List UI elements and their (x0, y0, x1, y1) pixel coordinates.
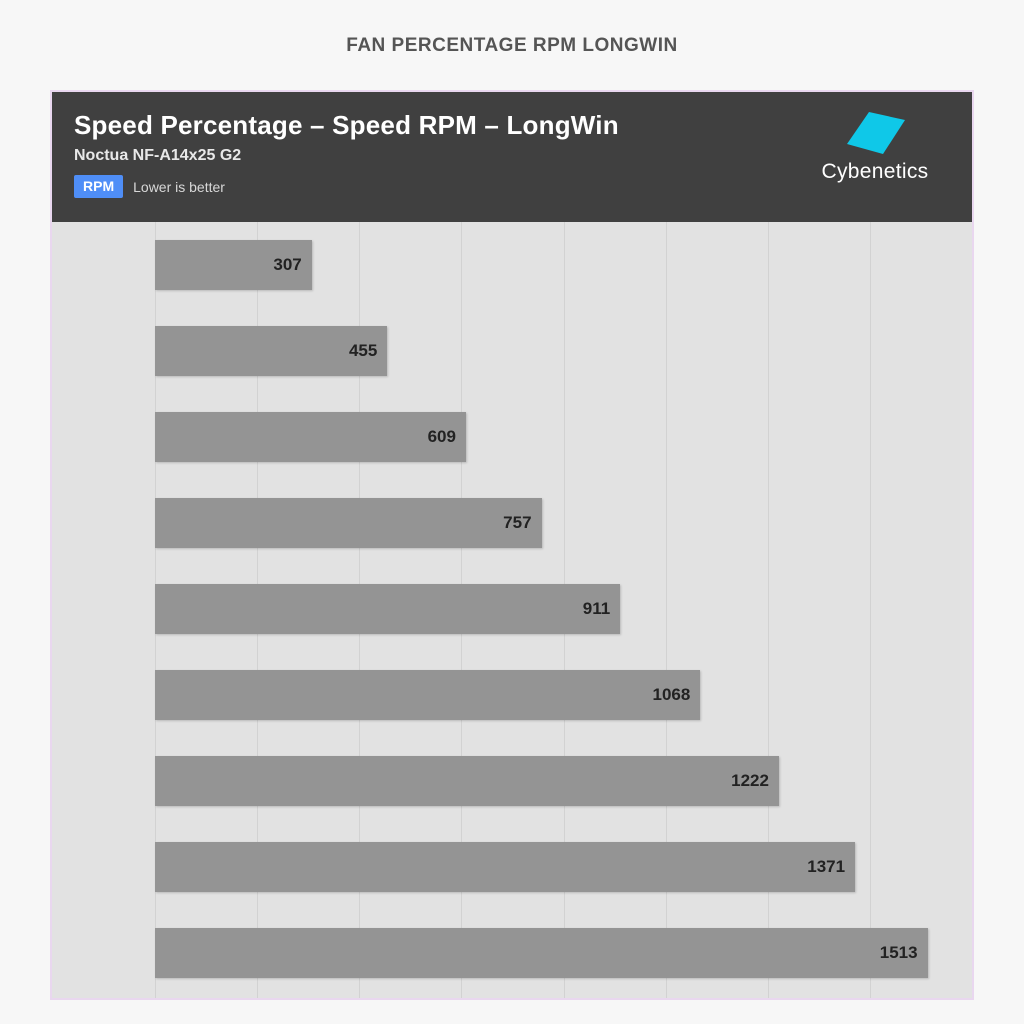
chart-header (52, 92, 972, 222)
bar-value-label: 911 (582, 599, 611, 618)
bar (155, 670, 700, 720)
bar (155, 756, 779, 806)
brand-logo (800, 110, 950, 184)
bar (155, 240, 312, 290)
bar-series (52, 222, 972, 998)
legend-badge-rpm: RPM (74, 175, 123, 198)
bar-row (52, 842, 972, 892)
bar-row (52, 412, 972, 462)
legend-note: Lower is better (133, 178, 225, 195)
chart-title: Speed Percentage – Speed RPM – LongWin (74, 110, 619, 140)
bar-value-label: 1513 (879, 943, 918, 962)
bar-value-label: 609 (427, 427, 456, 446)
bar-value-label: 1371 (807, 857, 846, 876)
bar-value-label: 757 (503, 513, 532, 532)
bar-row (52, 670, 972, 720)
bar-row (52, 928, 972, 978)
bar-value-label: 1222 (731, 771, 769, 790)
brand-name: Cybenetics (821, 160, 929, 183)
bar-row (52, 498, 972, 548)
chart-plot-area (52, 222, 972, 998)
chart-subtitle: Noctua NF-A14x25 G2 (74, 147, 242, 164)
bar (155, 412, 466, 462)
bar-value-label: 307 (273, 255, 302, 274)
page-title: FAN PERCENTAGE RPM LONGWIN (346, 35, 678, 56)
bar (155, 326, 387, 376)
bar (155, 584, 620, 634)
chart-card (50, 90, 974, 1000)
bar-row (52, 584, 972, 634)
bar-row (52, 240, 972, 290)
bar (155, 498, 542, 548)
bar (155, 842, 855, 892)
bar (155, 928, 928, 978)
bar-value-label: 1068 (652, 685, 691, 704)
cybenetics-diamond-icon (843, 110, 907, 158)
bar-row (52, 326, 972, 376)
bar-value-label: 455 (348, 341, 378, 360)
bar-row (52, 756, 972, 806)
